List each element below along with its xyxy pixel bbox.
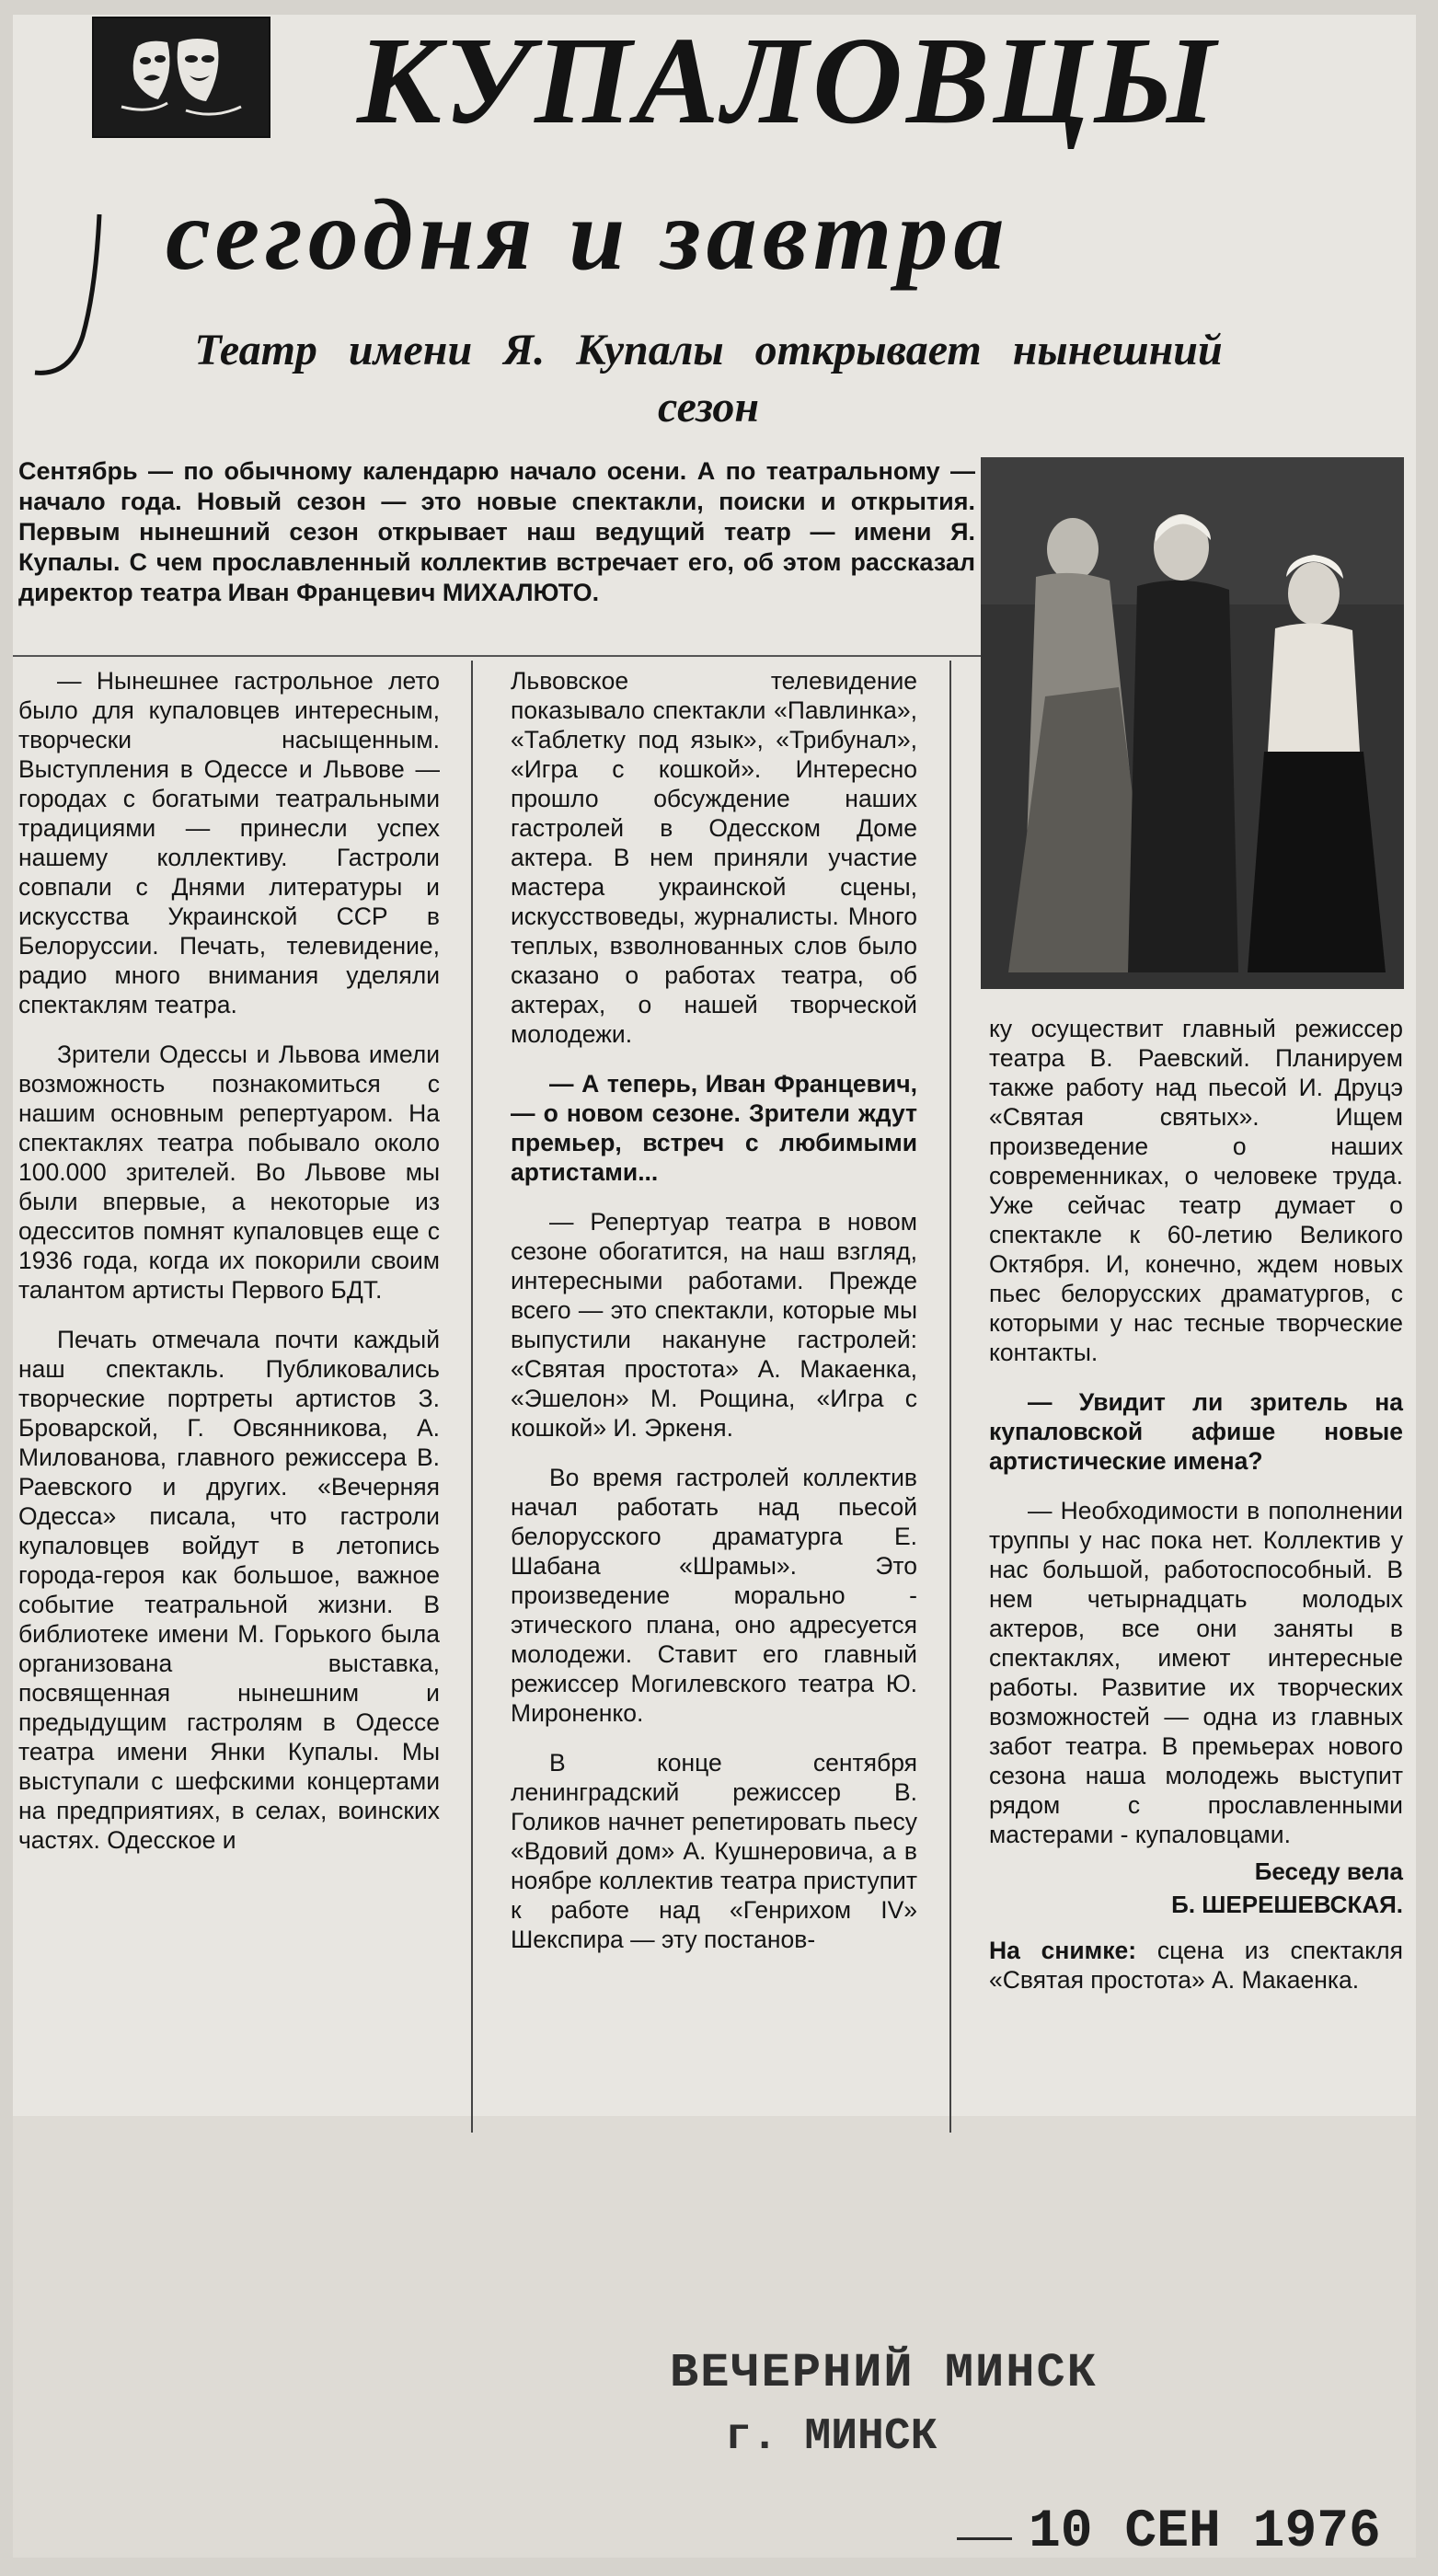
byline-author: Б. ШЕРЕШЕВСКАЯ. (1171, 1891, 1403, 1918)
lead-divider (13, 655, 981, 657)
paragraph: — Необходимости в пополнении труппы у нас пока нет. Коллектив у нас большой, работоспособный. В нем четырнадцать молодых актеров, все они заняты в спектаклях, имеют интересные работы. Развитие их творческих возможностей — одна из главных забот театра. В премьерах нового сезона наша молодежь выступит рядом с прославленными мастерами - купаловцами. (989, 1497, 1403, 1848)
article-column-3 (989, 1014, 1403, 1995)
paragraph: Печать отмечала почти каждый наш спектакль. Публиковались творческие портреты артистов З. Броварской, Г. Овсянникова, А. Милованова, главного режиссера В. Раевского и других. «Вечерняя Одесса» писала, что гастроли купаловцев войдут в летопись города-героя как большое, важное событие театральной жизни. В библиотеке имени М. Горького была организована выставка, посвященная нынешним и предыдущим гастролям в Одессе театра имени Янки Купалы. Мы выступали с шефскими концертами на предприятиях, в селах, воинских частях. Одесское и (18, 1326, 440, 1854)
archive-stamp-date: 10 СЕН 1976 (1029, 2502, 1381, 2562)
photo-caption (989, 1936, 1403, 1995)
caption-label: На снимке: (989, 1937, 1137, 1964)
article-column-2 (511, 666, 917, 1974)
paragraph: — Нынешнее гастрольное лето было для купаловцев интересным, творчески насыщенным. Выступления в Одессе и Львове — городах с богатыми театральными традициями — принесли успех нашему коллективу. Гастроли совпали с Днями литературы и искусства Украинской ССР в Белоруссии. Печать, телевидение, радио много внимания уделяли спектаклям театра. (18, 667, 440, 1018)
byline-label: Беседу вела (1254, 1857, 1403, 1885)
stamp-dash (957, 2537, 1012, 2540)
paragraph: — Репертуар театра в новом сезоне обогатится, на наш взгляд, интересными работами. Прежде всего — это спектакли, которые мы выпустили накануне гастролей: «Святая простота» А. Макаенка, «Эшелон» М. Рощина, «Игра с кошкой» И. Эркеня. (511, 1208, 917, 1442)
paragraph: Зрители Одессы и Львова имели возможность познакомиться с нашим основным репертуаром. На спектаклях театра побывало около 100.000 зрителей. Во Львове мы были впервые, а некоторые из одесситов помнят купаловцев еще с 1936 года, когда их покорили своим талантом артисты Первого БДТ. (18, 1041, 440, 1304)
paragraph: ку осуществит главный режиссер театра В. Раевский. Планируем также работу над пьесой И. Друцэ «Святая святых». Ищем произведение о наших современниках, о человеке труда. Уже сейчас театр думает о спектакле к 60-летию Великого Октября. И, конечно, ждем новых пьес белорусских драматургов, с которыми у нас тесные творческие контакты. (989, 1015, 1403, 1366)
decorative-curve (28, 207, 138, 386)
subheadline: Театр имени Я. Купалы открывает нынешний сезон (194, 326, 1223, 431)
headline: КУПАЛОВЦЫ (357, 12, 1220, 150)
paragraph: В конце сентября ленинградский режиссер В. Голиков начнет репетировать пьесу «Вдовий дом» А. Кушнеровича, а в ноябре коллектив театра приступит к работе над «Генрихом IV» Шекспира — эту постанов- (511, 1749, 917, 1953)
theatre-masks-icon (92, 17, 270, 138)
archive-stamp-newspaper: ВЕЧЕРНИЙ МИНСК (670, 2346, 1098, 2400)
archive-stamp-city: г. МИНСК (725, 2412, 938, 2462)
interview-question: — А теперь, Иван Францевич, — о новом сезоне. Зрители ждут премьер, встреч с любимыми артистами... (511, 1070, 917, 1186)
interview-question: — Увидит ли зритель на купаловской афише новые артистические имена? (989, 1388, 1403, 1475)
column-divider (949, 661, 951, 2133)
paragraph: Львовское телевидение показывало спектакли «Павлинка», «Таблетку под язык», «Трибунал», «Игра с кошкой». Интересно прошло обсуждение наших гастролей в Одесском Доме актера. В нем приняли участие мастера украинской сцены, искусствоведы, журналисты. Много теплых, взволнованных слов было сказано о работах театра, об актерах, о нашей творческой молодежи. (511, 667, 917, 1048)
headline-second-line: сегодня и завтра (166, 178, 1010, 291)
article-column-1 (18, 666, 440, 1875)
column-divider (471, 661, 473, 2133)
caption-text: сцена из спектакля «Святая простота» А. Макаенка. (989, 1937, 1403, 1994)
paragraph: Во время гастролей коллектив начал работать над пьесой белорусского драматурга Е. Шабана «Шрамы». Это произведение морально - этического плана, оно адресуется молодежи. Ставит его главный режиссер Могилевского театра Ю. Мироненко. (511, 1464, 917, 1727)
stage-scene-photo (981, 457, 1404, 989)
archive-sheet (13, 2116, 1416, 2558)
lead-paragraph: Сентябрь — по обычному календарю начало осени. А по театральному — начало года. Новый сезон — это новые спектакли, поиски и открытия. Первым нынешний сезон открывает наш ведущий театр — имени Я. Купалы. С чем прославленный коллектив встречает его, об этом рассказал директор театра Иван Францевич МИХАЛЮТО. (18, 457, 975, 606)
